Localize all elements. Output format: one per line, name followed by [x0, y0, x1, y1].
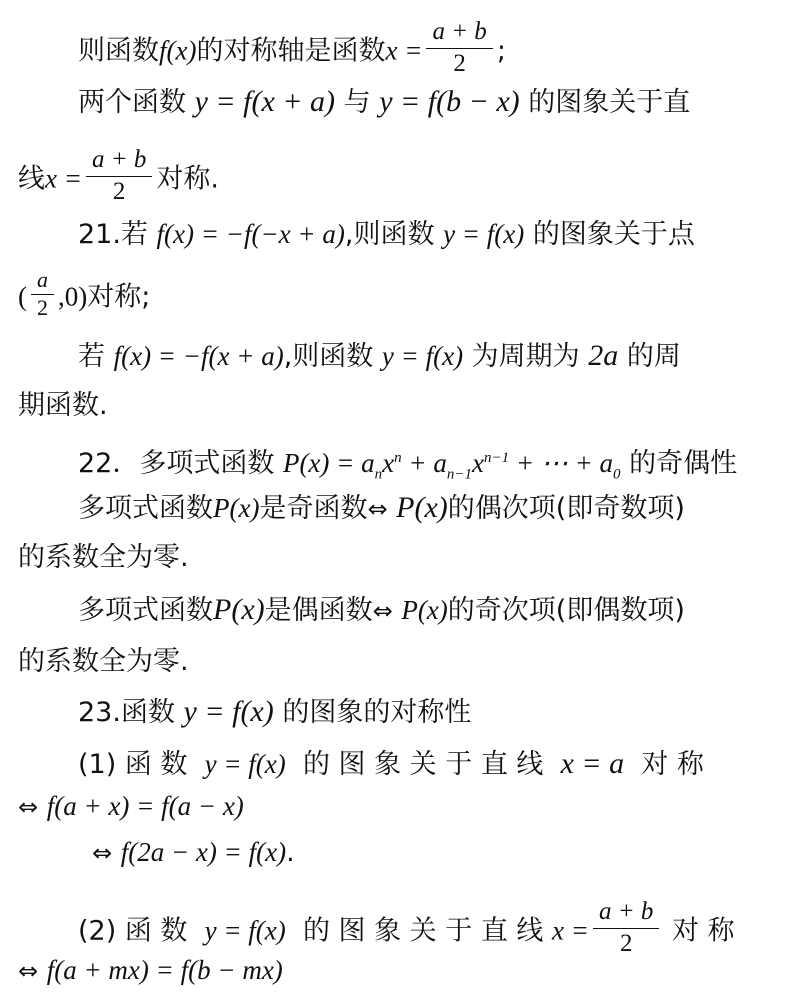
fraction-numerator: a + b [426, 18, 492, 49]
text: . [286, 837, 295, 868]
math-expr: P(x) [213, 593, 265, 626]
text: 两个函数 [78, 87, 186, 118]
line-4 [78, 214, 695, 254]
math-expr: ,0) [58, 281, 88, 312]
math-expr: P(x) [401, 595, 448, 625]
superscript: n−1 [483, 450, 510, 466]
fraction-numerator: a [31, 268, 54, 295]
math-expr: y = f(b − x) [379, 85, 520, 118]
subscript: n−1 [446, 466, 472, 483]
text: (1) 函 数 [78, 749, 188, 780]
iff-symbol: ⇔ [18, 957, 39, 985]
text: 23.函数 [78, 697, 175, 728]
text: 多项式函数 [78, 493, 213, 524]
line-7 [18, 386, 108, 426]
text: 的对称轴是函数 [196, 35, 386, 67]
line-15 [18, 786, 244, 826]
text: 多项式函数 [78, 595, 213, 626]
math-expr: y = f(x) [204, 915, 286, 946]
text: 是偶函数 [264, 595, 373, 626]
math-expr: y = f(x) [204, 749, 286, 779]
fraction-denominator: 2 [619, 930, 633, 957]
polynomial-expr [282, 448, 621, 483]
line-9 [78, 488, 685, 528]
math-expr: f(2a − x) = f(x) [120, 837, 287, 867]
line-2 [78, 82, 690, 122]
text: 则函数 [78, 35, 159, 67]
text: ; [496, 35, 506, 67]
fraction-denominator: 2 [37, 295, 48, 320]
math-expr: y = f(x) [443, 219, 525, 249]
math-part: + ⋯ + a [509, 448, 614, 478]
math-expr: P(x) [396, 491, 448, 524]
iff-symbol: ⇔ [372, 597, 393, 625]
text: 的 图 象 关 于 直 线 [302, 915, 544, 947]
text: 对称. [156, 163, 219, 195]
math-expr: f(a + mx) = f(b − mx) [46, 955, 283, 985]
line-18 [18, 950, 283, 990]
text: 的奇次项(即偶数项) [447, 595, 685, 626]
text: 的图象关于点 [532, 219, 695, 250]
line-8 [78, 438, 738, 483]
math-part: x [471, 448, 484, 478]
text: 为周期为 [471, 341, 580, 372]
text: 线 [18, 163, 45, 195]
fraction-numerator: a + b [593, 898, 659, 929]
math-expr: x = a [560, 747, 625, 780]
text: ,则函数 [283, 341, 374, 372]
line-14 [78, 744, 704, 784]
math-expr: x = [552, 915, 589, 946]
text: 对称; [87, 281, 151, 313]
math-expr: P(x) [213, 493, 260, 523]
text: 的奇偶性 [629, 448, 738, 479]
text: (2) 函 数 [78, 915, 188, 947]
math-part: P(x) = a [282, 448, 375, 478]
math-expr: f(x) = −f(x + a) [113, 341, 284, 371]
math-expr: y = f(x) [183, 695, 274, 728]
text: 的周 [626, 341, 681, 372]
text: 的图象关于直 [528, 87, 691, 118]
fraction [593, 898, 659, 958]
fraction-denominator: 2 [112, 178, 126, 205]
line-17 [78, 898, 735, 957]
math-part: x [382, 448, 395, 478]
text: 的 图 象 关 于 直 线 [302, 749, 544, 780]
fraction [86, 146, 152, 206]
math-expr: ( [18, 281, 27, 312]
subscript: 0 [613, 466, 621, 483]
text: 22．多项式函数 [78, 448, 275, 479]
line-5 [18, 267, 151, 320]
text: 的图象的对称性 [282, 697, 472, 728]
line-3 [18, 146, 219, 205]
fraction-denominator: 2 [453, 50, 466, 77]
text: 对 称 [671, 915, 735, 947]
line-11 [78, 590, 685, 630]
math-expr: f(a + x) = f(a − x) [46, 791, 244, 821]
text: 期函数. [18, 390, 108, 421]
fraction [31, 268, 54, 320]
fraction [426, 18, 492, 78]
text: 的系数全为零. [18, 646, 189, 677]
line-12 [18, 642, 189, 682]
text: 对 称 [641, 749, 704, 780]
subscript: n [374, 466, 383, 483]
text: 21.若 [78, 219, 148, 250]
iff-symbol: ⇔ [92, 839, 113, 867]
text: 若 [78, 341, 105, 372]
math-expr: y = f(x) [381, 341, 464, 371]
text: 的偶次项(即奇数项) [447, 493, 685, 524]
line-1 [78, 18, 506, 77]
iff-symbol: ⇔ [367, 495, 388, 523]
math-expr: y = f(x + a) [194, 85, 336, 118]
math-expr: x = [45, 163, 82, 194]
math-expr: f(x) = −f(−x + a) [156, 219, 345, 249]
line-6 [78, 336, 681, 376]
math-part: + a [401, 448, 447, 478]
text: 的系数全为零. [18, 542, 189, 573]
text: ,则函数 [344, 219, 435, 250]
math-expr: f(x) [159, 35, 197, 66]
line-10 [18, 538, 189, 578]
math-expr: 2a [588, 339, 619, 372]
line-13 [78, 692, 471, 732]
text: 是奇函数 [259, 493, 368, 524]
fraction-numerator: a + b [86, 146, 152, 177]
text: 与 [343, 87, 371, 118]
iff-symbol: ⇔ [18, 793, 39, 821]
math-expr: x = [385, 35, 423, 66]
superscript: n [394, 450, 402, 466]
line-16 [92, 832, 295, 872]
